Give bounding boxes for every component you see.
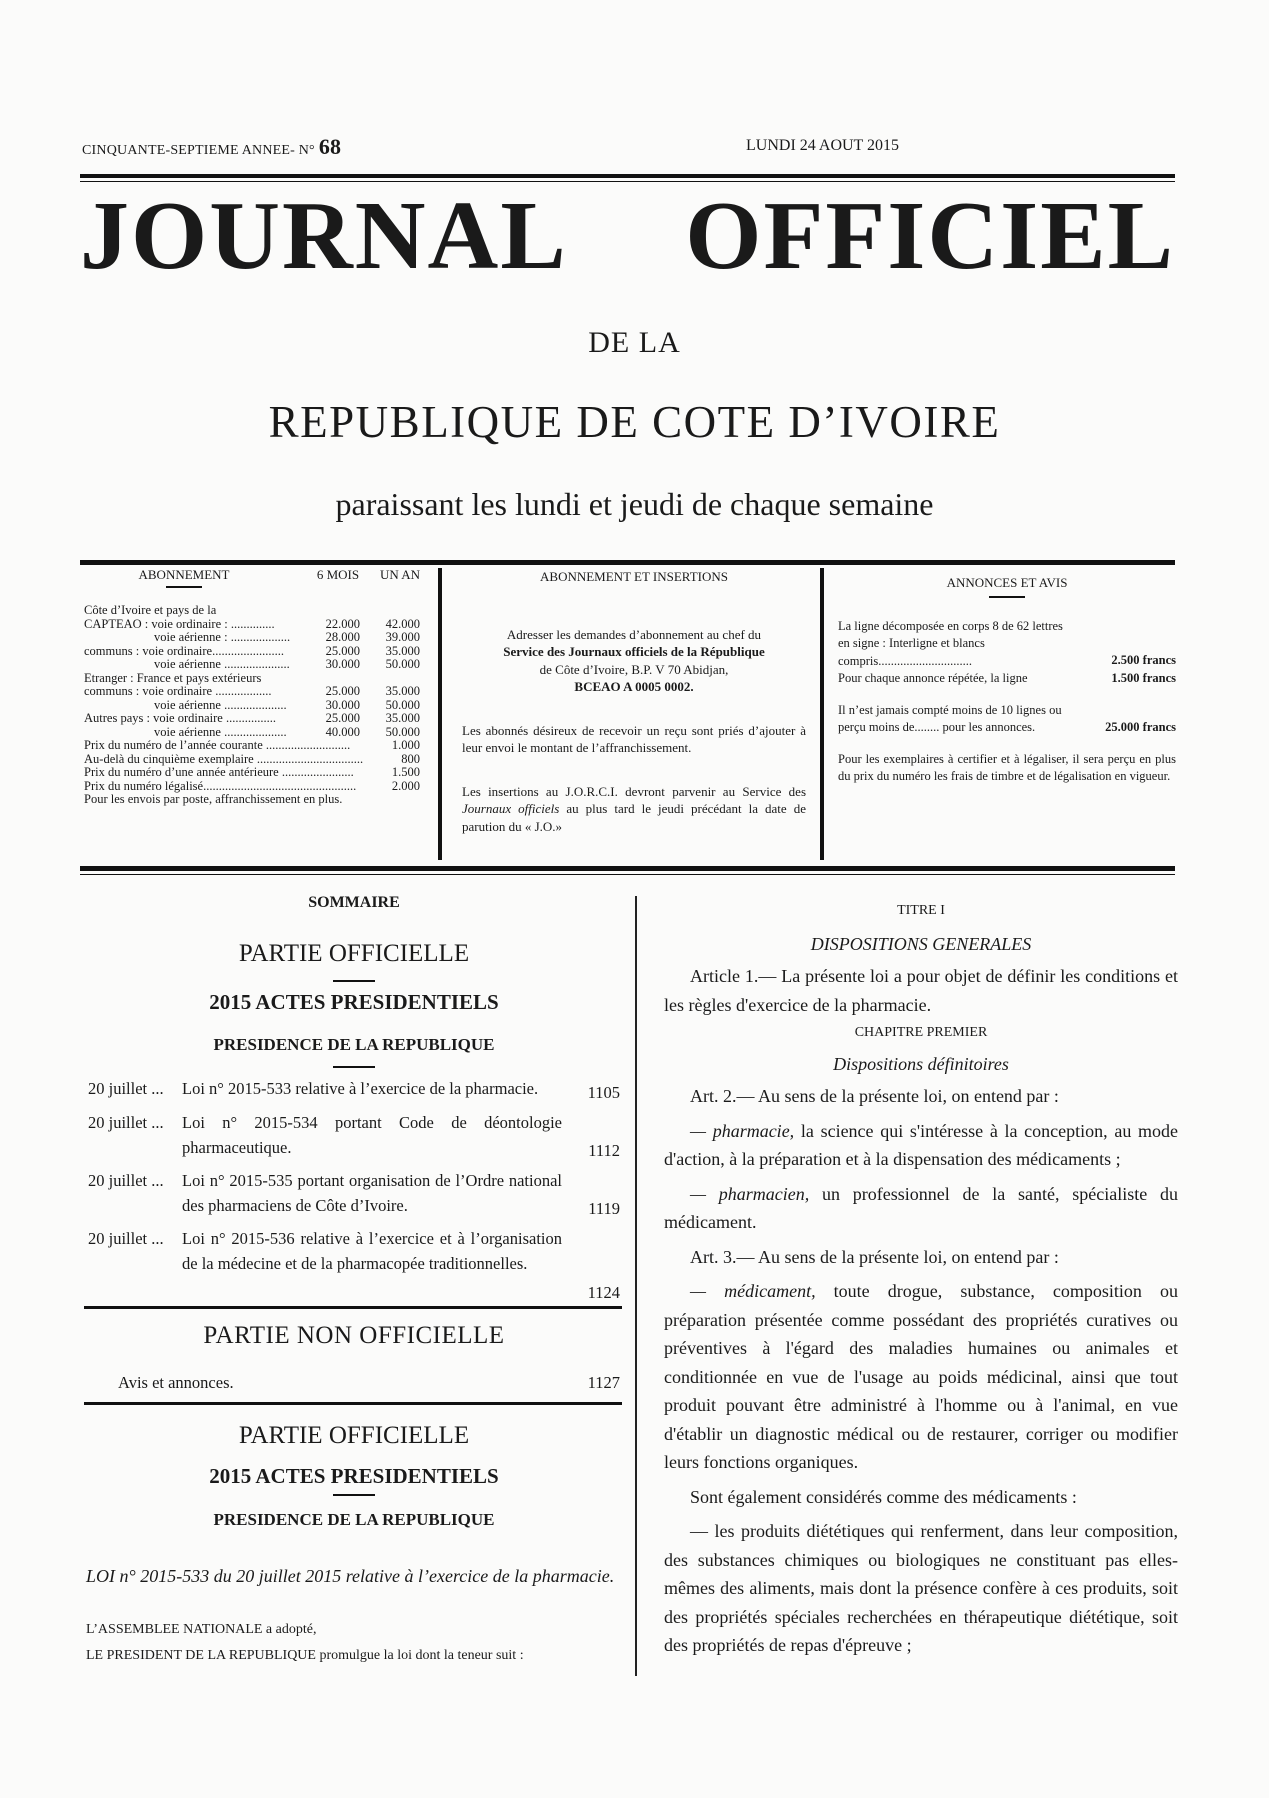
- republic-name: REPUBLIQUE DE COTE D’IVOIRE: [268, 397, 1001, 447]
- loi-title: LOI n° 2015-533 du 20 juillet 2015 relative à l’exercice de la pharmacie.: [86, 1566, 615, 1586]
- abonnement-column: [84, 568, 424, 858]
- abonnement-row-label: Prix du numéro légalisé.................................................: [84, 778, 357, 793]
- masthead-word-officiel: OFFICIEL: [685, 182, 1175, 290]
- abonnement-row-label: voie aérienne : ...................: [154, 630, 291, 644]
- abonnement-row-label: Etranger : France et pays extérieurs: [84, 670, 262, 685]
- annonces-r2: Pour chaque annonce répétée, la ligne: [838, 671, 1028, 685]
- sommaire-partie-non-officielle: PARTIE NON OFFICIELLE: [203, 1322, 505, 1349]
- sommaire-presidence: PRESIDENCE DE LA REPUBLIQUE: [213, 1035, 495, 1054]
- sommaire-title: SOMMAIRE: [308, 894, 400, 911]
- box-divider: [438, 568, 442, 860]
- publication-frequency: paraissant les lundi et jeudi de chaque semaine: [335, 486, 934, 522]
- abonnement-row-unan: 800: [401, 751, 420, 766]
- medicament-def: — médicament, toute drogue, substance, composition ou préparation présentée comme possédant des propriétés curatives ou préventives à l'égard des maladies humaines ou animales et conditionnée en vue de l'usage au poids médicinal, ainsi que tout produit pouvant être administré à l'homme ou à l'animal, en vue d'établir un diagnostic médical ou de restaurer, corriger ou modifier leurs fonctions organiques.: [664, 1281, 1178, 1472]
- pharmacien-def: — pharmacien, un professionnel de la santé, spécialiste du médicament.: [664, 1183, 1178, 1232]
- abonnement-row-unan: 50.000: [385, 697, 420, 712]
- abonnement-row: [84, 766, 424, 780]
- right-body-text: [664, 1082, 1178, 1660]
- abonnement-row-6mois: 28.000: [325, 630, 360, 644]
- abonnement-row-6mois: 22.000: [325, 616, 360, 631]
- abonnement-row: [84, 793, 424, 807]
- sommaire-item-date: 20 juillet ...: [88, 1113, 164, 1132]
- abonnement-row-unan: 50.000: [385, 724, 420, 739]
- titre-heading: TITRE I: [897, 903, 945, 918]
- abonnement-row: [84, 739, 424, 753]
- president-line: LE PRESIDENT DE LA REPUBLIQUE promulgue la loi dont la teneur suit :: [86, 1648, 524, 1663]
- box-bottom-rule: [80, 866, 1175, 871]
- dispositions-generales: DISPOSITIONS GENERALES: [810, 934, 1032, 954]
- abonnement-row-label: communs : voie ordinaire ..................: [84, 684, 272, 698]
- abonnement-row-6mois: 25.000: [325, 711, 360, 725]
- annonces-column: [838, 568, 1176, 858]
- abonnement-row-unan: 50.000: [385, 657, 420, 671]
- masthead-word-journal: JOURNAL: [80, 182, 568, 290]
- abonnement-row-label: voie aérienne ....................: [154, 724, 287, 739]
- abonnement-row-label: Prix du numéro d’une année antérieure .......................: [84, 765, 354, 779]
- abonnement-row-unan: 42.000: [385, 616, 420, 631]
- sommaire-item-page: 1124: [587, 1283, 620, 1302]
- abonnement-row-6mois: 25.000: [325, 643, 360, 658]
- abonnement-row-label: CAPTEAO : voie ordinaire : ..............: [84, 616, 275, 631]
- issue-info: [82, 134, 341, 160]
- article-3: Art. 3.— Au sens de la présente loi, on entend par :: [690, 1246, 1059, 1267]
- annonces-head: ANNONCES ET AVIS: [946, 575, 1068, 590]
- partie-officielle-heading: PARTIE OFFICIELLE: [238, 1422, 470, 1449]
- avis-label: Avis et annonces.: [118, 1373, 234, 1392]
- sommaire-item-date: 20 juillet ...: [88, 1229, 164, 1248]
- box-top-rule: [80, 560, 1175, 565]
- abonnement-row: [84, 631, 424, 645]
- insertions-p1-bold2: BCEAO A 0005 0002.: [574, 679, 694, 694]
- sommaire-item-page: 1105: [587, 1083, 620, 1102]
- issue-line: [82, 136, 1174, 164]
- presidence-heading: PRESIDENCE DE LA REPUBLIQUE: [213, 1510, 495, 1529]
- abonnement-row-label: Côte d’Ivoire et pays de la: [84, 603, 217, 617]
- insertions-p3: Les insertions au J.O.R.C.I. devront parvenir au Service des Journaux officiels au plus tard le jeudi précédant la date de parution du « J.O.»: [462, 783, 806, 834]
- annonces-r1-price: 2.500 francs: [1111, 652, 1176, 667]
- abonnement-row: [84, 658, 424, 672]
- dietetiques-def: — les produits diététiques qui renferment, dans leur composition, des substances chimiques ou biologiques ne constituant pas elles-mêmes des aliments, mais dont la présence confère à ces produits, soit des propriétés spéciales recherchées en thérapeutique diététique, soit des propriétés de repas d'épreuve ;: [664, 1521, 1178, 1655]
- pharmacie-def: — pharmacie, la science qui s'intéresse à la conception, au mode d'action, à la préparation et à la dispensation des médicaments ;: [664, 1120, 1179, 1169]
- year-label: CINQUANTE-SEPTIEME ANNEE- N°: [82, 143, 315, 158]
- article-1: Article 1.— La présente loi a pour objet de définir les conditions et les règles d'exercice de la pharmacie.: [664, 966, 1178, 1015]
- abonnement-row-6mois: 25.000: [325, 684, 360, 698]
- sommaire-end-rule: [84, 1402, 622, 1405]
- sommaire-rule: [84, 1306, 622, 1309]
- abonnement-row-label: Autres pays : voie ordinaire ................: [84, 711, 276, 725]
- chapitre-heading: CHAPITRE PREMIER: [854, 1025, 988, 1040]
- abonnement-row: [84, 672, 424, 686]
- abonnement-row-label: Au-delà du cinquième exemplaire ..................................: [84, 751, 364, 766]
- abonnement-row: [84, 699, 424, 713]
- article-2: Art. 2.— Au sens de la présente loi, on entend par :: [690, 1086, 1059, 1106]
- sommaire-item-date: 20 juillet ...: [88, 1079, 164, 1098]
- egalement-line: Sont également considérés comme des médicaments :: [690, 1486, 1077, 1507]
- sommaire-item-text: Loi n° 2015-535 portant organisation de l’Ordre national des pharmaciens de Côte d’Ivoire.: [182, 1171, 562, 1215]
- abonnement-row-unan: 2.000: [391, 778, 420, 793]
- insertions-head: ABONNEMENT ET INSERTIONS: [540, 569, 728, 584]
- masthead-title: [80, 182, 1175, 290]
- box-divider: [820, 568, 824, 860]
- sommaire-item-page: 1119: [588, 1199, 620, 1218]
- abonnement-row-label: Prix du numéro de l’année courante ...........................: [84, 738, 351, 752]
- insertions-column: [462, 568, 806, 858]
- abonnement-row: [84, 753, 424, 767]
- abonnement-head: ABONNEMENT: [138, 567, 230, 582]
- sommaire-item-date: 20 juillet ...: [88, 1171, 164, 1190]
- abonnement-row: [84, 780, 424, 794]
- annonces-r1: La ligne décomposée en corps 8 de 62 lettres en signe : Interligne et blancs compris..............................: [838, 618, 1063, 668]
- sommaire-item-page: 1112: [588, 1141, 620, 1160]
- annonces-r4: Pour les exemplaires à certifier et à légaliser, il sera perçu en plus du prix du numéro les frais de timbre et de légalisation en vigueur.: [838, 751, 1176, 783]
- de-la: DE LA: [588, 326, 681, 359]
- abonnement-row-6mois: 30.000: [325, 697, 360, 712]
- insertions-p2: Les abonnés désireux de recevoir un reçu sont priés d’ajouter à leur envoi le montant de l’affranchissement.: [462, 722, 806, 755]
- issue-date: LUNDI 24 AOUT 2015: [746, 136, 900, 154]
- abonnement-row-6mois: 40.000: [325, 724, 360, 739]
- sommaire-actes: 2015 ACTES PRESIDENTIELS: [209, 990, 499, 1014]
- annonces-r2-price: 1.500 francs: [1111, 671, 1176, 685]
- sommaire-item-text: Loi n° 2015-534 portant Code de déontologie pharmaceutique.: [182, 1113, 562, 1157]
- insertions-p1b: de Côte d’Ivoire, B.P. V 70 Abidjan,: [539, 661, 729, 677]
- abonnement-row-unan: 35.000: [385, 643, 420, 658]
- one-year-head: UN AN: [379, 567, 421, 582]
- abonnement-row-label: voie aérienne ....................: [154, 697, 287, 712]
- sommaire-item-text: Loi n° 2015-536 relative à l’exercice et à l’organisation de la médecine et de la pharmacopée traditionnelles.: [182, 1229, 562, 1273]
- abonnement-row-6mois: 30.000: [325, 657, 360, 671]
- abonnement-row-unan: 35.000: [385, 711, 420, 725]
- abonnement-row-unan: 1.000: [391, 738, 420, 752]
- sommaire-partie-officielle: PARTIE OFFICIELLE: [238, 940, 470, 967]
- abonnement-row: [84, 685, 424, 699]
- avis-page: 1127: [587, 1373, 620, 1392]
- sommaire-item-text: Loi n° 2015-533 relative à l’exercice de la pharmacie.: [182, 1079, 539, 1098]
- actes-heading: 2015 ACTES PRESIDENTIELS: [209, 1464, 499, 1488]
- insertions-p1a: Adresser les demandes d’abonnement au chef du: [506, 626, 762, 642]
- abonnement-row: [84, 645, 424, 659]
- abonnement-rows: [84, 604, 424, 807]
- abonnement-row: [84, 618, 424, 632]
- annonces-r3: Il n’est jamais compté moins de 10 lignes ou perçu moins de........ pour les annonces.: [838, 702, 1062, 734]
- issue-number: 68: [318, 134, 342, 159]
- abonnement-row: [84, 604, 424, 618]
- annonces-r3-price: 25.000 francs: [1105, 719, 1176, 734]
- column-divider: [635, 896, 637, 1676]
- abonnement-row-label: Pour les envois par poste, affranchissement en plus.: [84, 792, 343, 806]
- insertions-p1-bold: Service des Journaux officiels de la République: [503, 644, 765, 659]
- assemblee-line: L’ASSEMBLEE NATIONALE a adopté,: [86, 1622, 317, 1637]
- abonnement-row-unan: 39.000: [385, 630, 420, 644]
- dispositions-definitoires: Dispositions définitoires: [833, 1054, 1009, 1074]
- abonnement-row: [84, 712, 424, 726]
- abonnement-row-unan: 1.500: [391, 765, 420, 779]
- box-bottom-rule-thin: [80, 874, 1175, 875]
- abonnement-row: [84, 726, 424, 740]
- abonnement-row-unan: 35.000: [385, 684, 420, 698]
- subscription-box: [84, 568, 1176, 864]
- abonnement-row-label: communs : voie ordinaire.......................: [84, 643, 284, 658]
- six-months-head: 6 MOIS: [316, 567, 360, 582]
- abonnement-row-label: voie aérienne .....................: [154, 657, 290, 671]
- header-rule: [80, 174, 1175, 178]
